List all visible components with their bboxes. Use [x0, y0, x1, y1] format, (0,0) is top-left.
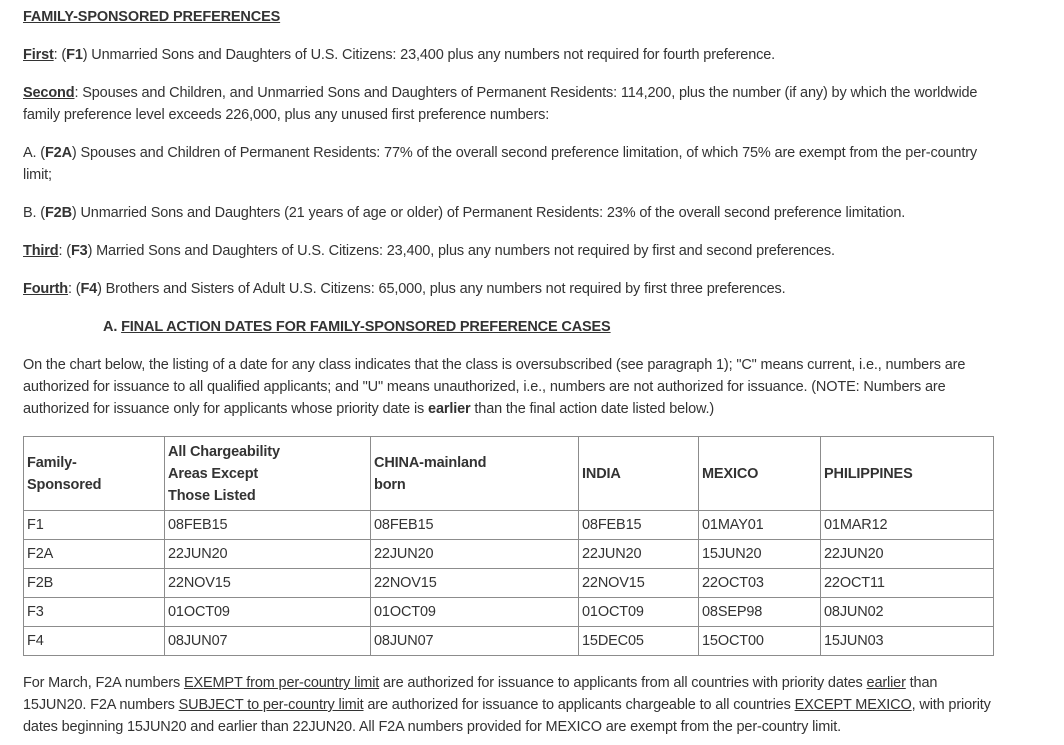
date-cell: 08FEB15: [371, 511, 579, 540]
date-cell: 22NOV15: [371, 569, 579, 598]
date-cell: 22NOV15: [579, 569, 699, 598]
date-cell: 08JUN07: [165, 627, 371, 656]
third-preference: Third: (F3) Married Sons and Daughters of U.S. Citizens: 23,400, plus any numbers not required by first and second preferences.: [23, 243, 835, 259]
second-text: : Spouses and Children, and Unmarried Sons and Daughters of Permanent Residents: 114,200, plus the number (if any) by which the worldwide family preference level exceeds 226,000, plus any unused first preference numbers:: [23, 85, 978, 123]
column-header: MEXICO: [699, 437, 821, 511]
date-cell: 01MAR12: [821, 511, 994, 540]
f2a-text: ) Spouses and Children of Permanent Residents: 77% of the overall second preference limitation, of which 75% are exempt from the per-country limit;: [23, 145, 977, 183]
fn-part-1: For March, F2A numbers: [23, 675, 184, 691]
date-cell: 22JUN20: [579, 540, 699, 569]
row-category-cell: F4: [24, 627, 165, 656]
date-cell: 01OCT09: [579, 598, 699, 627]
column-header: Family- Sponsored: [24, 437, 165, 511]
section-a-prefix: A.: [103, 319, 118, 335]
first-code: F1: [66, 47, 83, 63]
column-header: CHINA-mainland born: [371, 437, 579, 511]
fn-exempt-link: EXEMPT from per-country limit: [183, 675, 380, 691]
chart-intro: [23, 354, 993, 420]
fn-earlier-term: earlier: [866, 675, 906, 691]
f2b-prefix: B. (: [23, 205, 45, 221]
date-cell: 22JUN20: [371, 540, 579, 569]
row-category-cell: F3: [24, 598, 165, 627]
f2b-preference: [23, 202, 993, 224]
fourth-code: F4: [80, 281, 98, 297]
date-cell: 22OCT03: [699, 569, 821, 598]
fn-subject-link: SUBJECT to per-country limit: [178, 697, 364, 713]
date-cell: 22OCT11: [821, 569, 994, 598]
column-header: All Chargeability Areas Except Those Listed: [165, 437, 371, 511]
first-text: Unmarried Sons and Daughters of U.S. Citizens: 23,400 plus any numbers not required for fourth preference.: [87, 47, 775, 63]
row-category-cell: F2A: [24, 540, 165, 569]
fourth-preference: Fourth: (F4) Brothers and Sisters of Adult U.S. Citizens: 65,000, plus any numbers not required by first three preferences.: [23, 281, 786, 297]
table-row: [24, 598, 994, 627]
date-cell: 08FEB15: [165, 511, 371, 540]
third-text: Married Sons and Daughters of U.S. Citizens: 23,400, plus any numbers not required by first and second preferences.: [92, 243, 835, 259]
fn-part-3: than 15JUN20. F2A numbers: [23, 675, 938, 713]
column-header: INDIA: [579, 437, 699, 511]
second-preference: [23, 82, 993, 126]
intro-text: On the chart below, the listing of a date for any class indicates that the class is oversubscribed (see paragraph 1); "C" means current, i.e., numbers are authorized for issuance to all qualified applicants; and "U" means unauthorized, i.e., numbers are not authorized for issuance. (NOTE: Numbers are authorized for issuance only for applicants whose priority date is: [23, 357, 966, 417]
date-cell: 01MAY01: [699, 511, 821, 540]
date-cell: 15OCT00: [699, 627, 821, 656]
table-row: [24, 569, 994, 598]
table-row: [24, 511, 994, 540]
f2a-preference: [23, 142, 993, 186]
date-cell: 15JUN03: [821, 627, 994, 656]
date-cell: 22JUN20: [821, 540, 994, 569]
f2b-text: ) Unmarried Sons and Daughters (21 years of age or older) of Permanent Residents: 23% of the overall second preference limitation.: [71, 205, 906, 221]
date-cell: 01OCT09: [165, 598, 371, 627]
section-a-title: FINAL ACTION DATES FOR FAMILY-SPONSORED PREFERENCE CASES: [121, 319, 611, 335]
date-cell: 22NOV15: [165, 569, 371, 598]
fn-except-mexico: EXCEPT MEXICO: [794, 697, 912, 713]
date-cell: 15DEC05: [579, 627, 699, 656]
fn-part-4: are authorized for issuance to applicants chargeable to all countries: [363, 697, 795, 713]
table-row: [24, 627, 994, 656]
fn-part-5: , with priority dates beginning 15JUN20 and earlier than 22JUN20. All F2A numbers provided for MEXICO are exempt from the per-country limit.: [23, 697, 991, 735]
third-label: Third: [23, 243, 59, 259]
date-cell: 15JUN20: [699, 540, 821, 569]
date-cell: 22JUN20: [165, 540, 371, 569]
fn-part-2: are authorized for issuance to applicants from all countries with priority dates: [379, 675, 867, 691]
footnote: [23, 672, 993, 738]
fourth-text: Brothers and Sisters of Adult U.S. Citizens: 65,000, plus any numbers not required by first three preferences.: [101, 281, 786, 297]
f2a-code: F2A: [44, 145, 72, 161]
third-code: F3: [70, 243, 88, 259]
date-cell: 08JUN02: [821, 598, 994, 627]
section-heading: FAMILY-SPONSORED PREFERENCES: [23, 9, 281, 25]
date-cell: 08FEB15: [579, 511, 699, 540]
row-category-cell: F1: [24, 511, 165, 540]
section-a-heading: [103, 316, 993, 338]
intro-bold: earlier: [428, 401, 471, 417]
intro-tail: than the final action date listed below.): [470, 401, 715, 417]
first-label: First: [23, 47, 54, 63]
table-header: [24, 437, 994, 511]
column-header: PHILIPPINES: [821, 437, 994, 511]
date-cell: 08JUN07: [371, 627, 579, 656]
fourth-label: Fourth: [23, 281, 69, 297]
f2a-prefix: A. (: [23, 145, 45, 161]
final-action-dates-table: [23, 436, 994, 656]
second-label: Second: [23, 85, 75, 101]
f2b-code: F2B: [44, 205, 72, 221]
date-cell: 01OCT09: [371, 598, 579, 627]
table-row: [24, 540, 994, 569]
date-cell: 08SEP98: [699, 598, 821, 627]
header-row: [24, 437, 994, 511]
table-body: [24, 511, 994, 656]
row-category-cell: F2B: [24, 569, 165, 598]
first-preference: First: (F1) Unmarried Sons and Daughters of U.S. Citizens: 23,400 plus any numbers not required for fourth preference.: [23, 47, 775, 63]
